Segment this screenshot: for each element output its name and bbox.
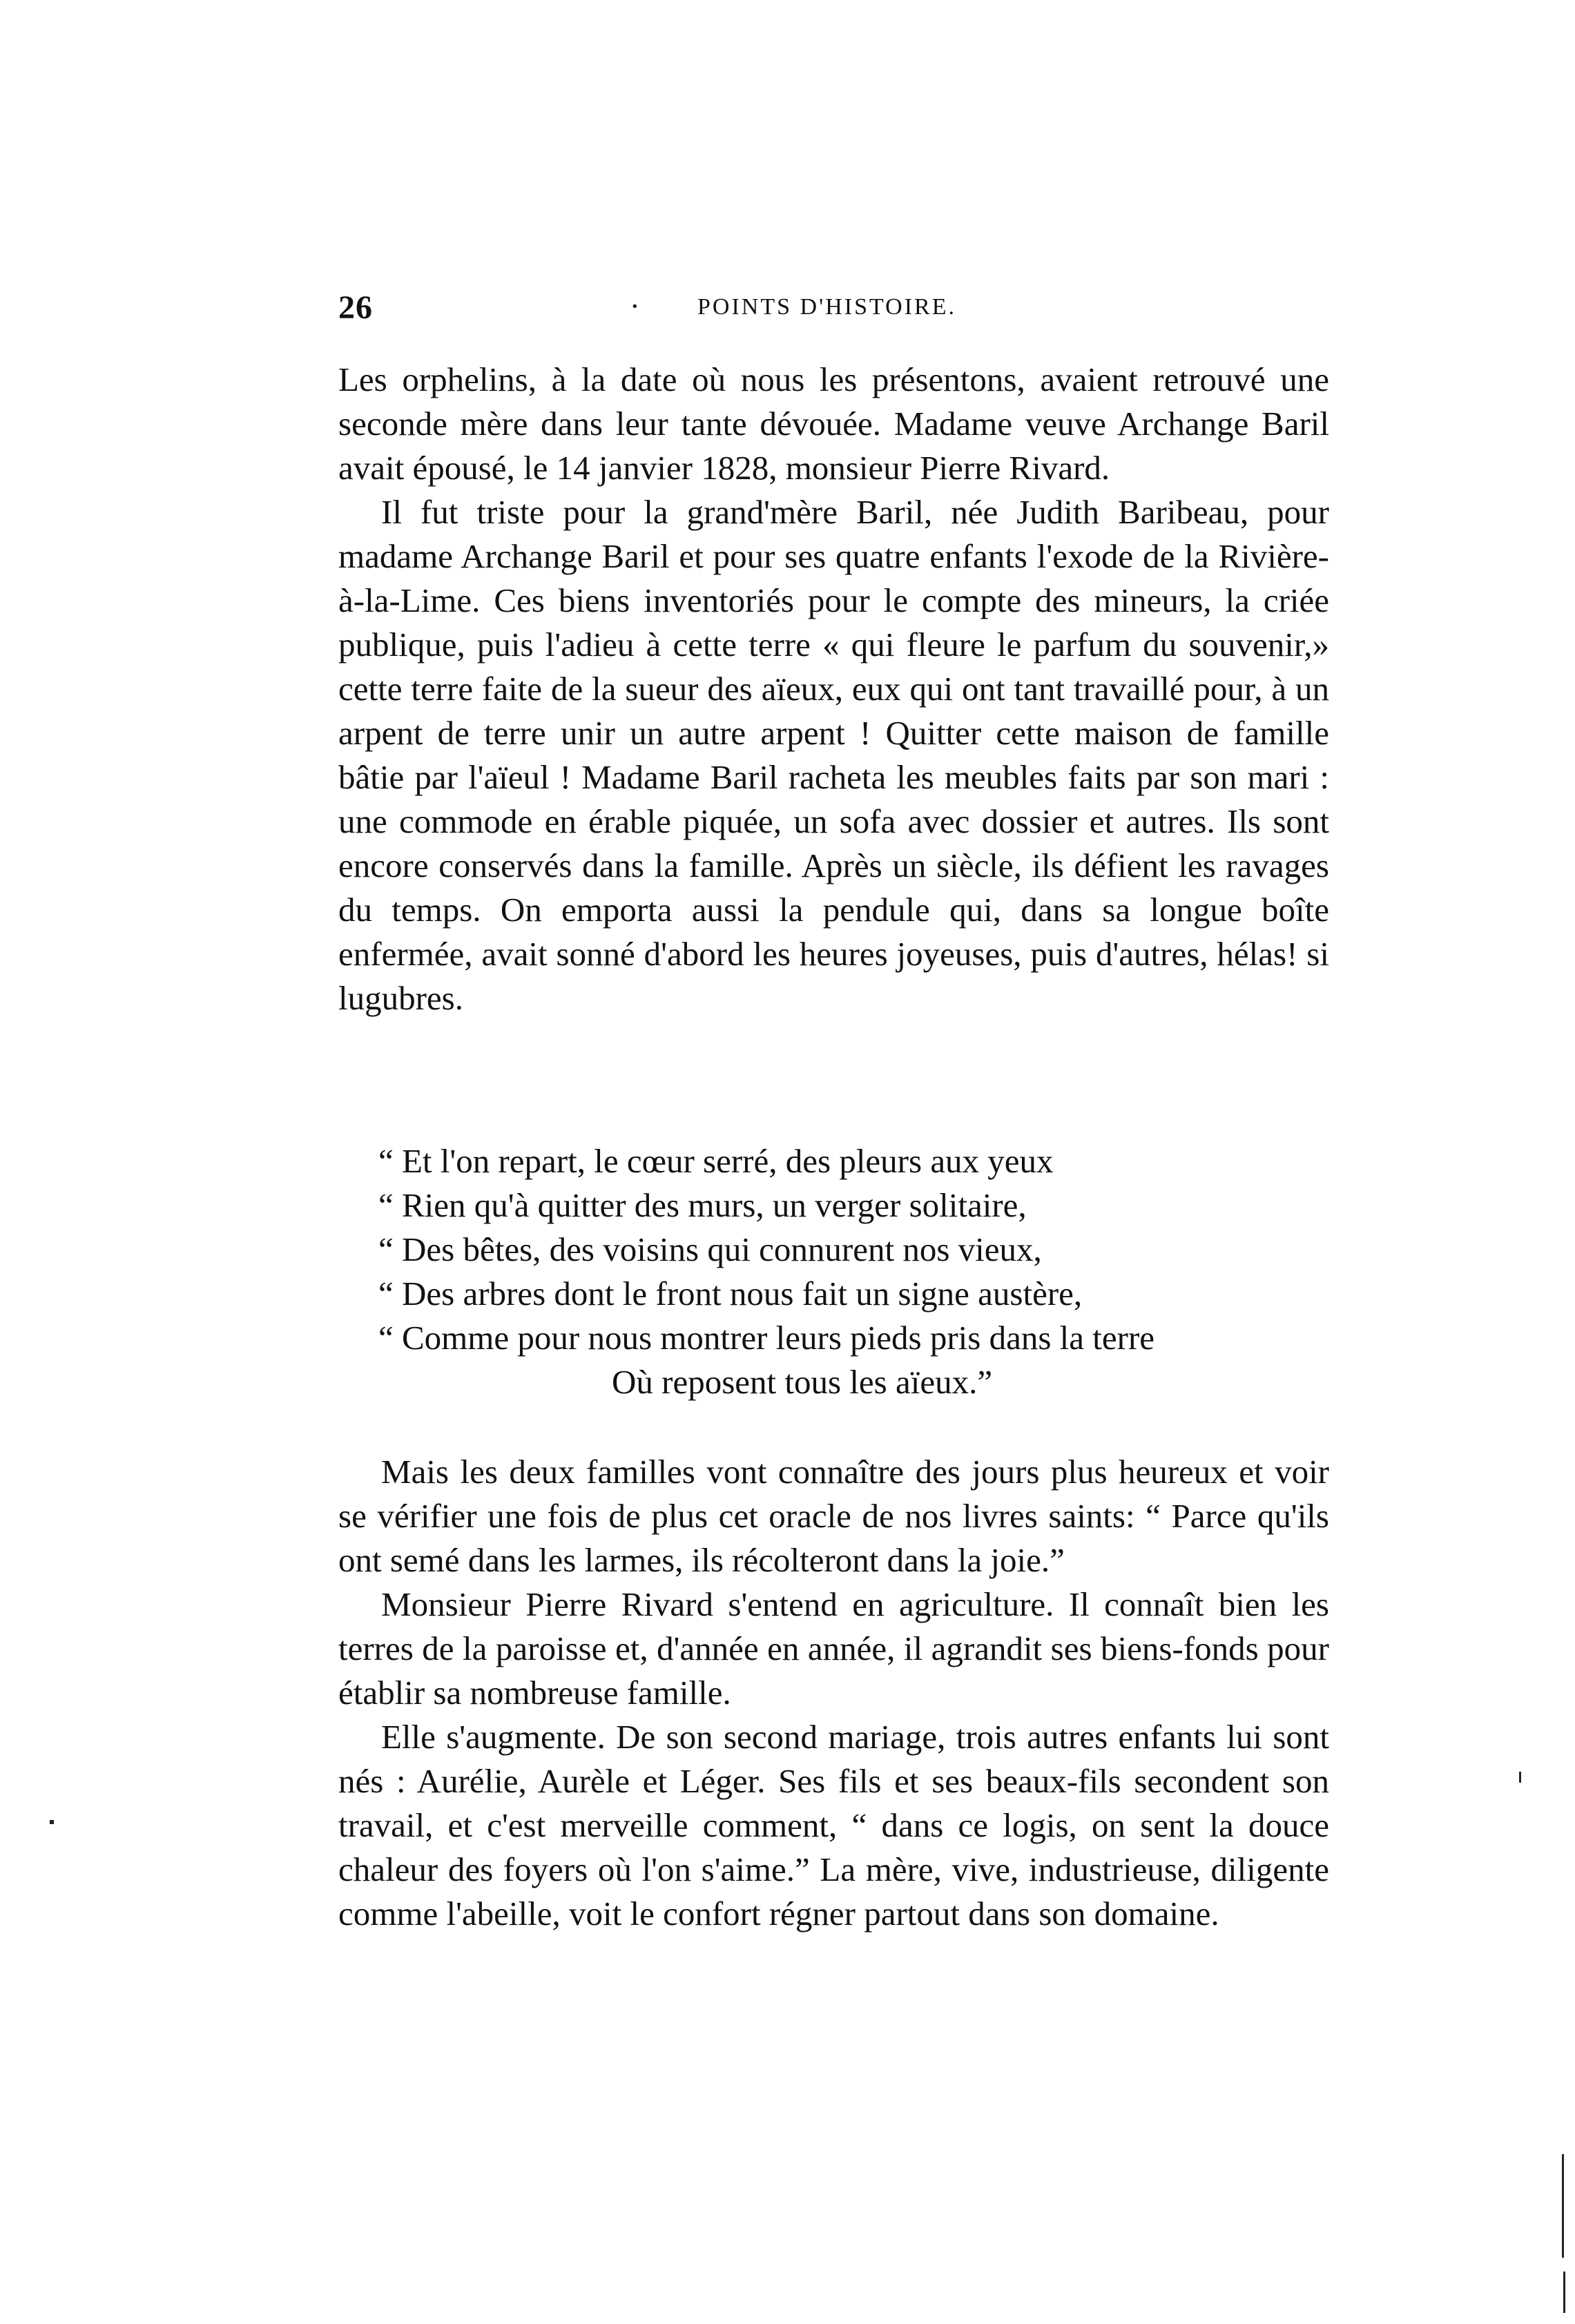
poem-verse: Où reposent tous les aïeux.” — [612, 1363, 993, 1401]
poem-verse: “ Des bêtes, des voisins qui connurent nos vieux, — [378, 1230, 1042, 1268]
scan-speck — [50, 1820, 54, 1824]
running-head: POINTS D'HISTOIRE. — [697, 294, 956, 320]
scan-speck — [1519, 1772, 1521, 1783]
poem-verse: “ Et l'on repart, le cœur serré, des pleurs aux yeux — [378, 1142, 1054, 1180]
page-number: 26 — [338, 289, 373, 326]
poem-verse: “ Des arbres dont le front nous fait un signe austère, — [378, 1275, 1083, 1313]
paragraph: Mais les deux familles vont connaître des jours plus heureux et voir se vérifier une fois de plus cet oracle de nos livres saints: “ Parce qu'ils ont semé dans les larmes, ils récolteront dans la joie.” — [338, 1453, 1329, 1579]
poem-verse: “ Comme pour nous montrer leurs pieds pris dans la terre — [378, 1319, 1155, 1357]
paragraph: Elle s'augmente. De son second mariage, trois autres enfants lui sont nés : Aurélie, Aurèle et Léger. Ses fils et ses beaux-fils secondent son travail, et c'est merveille comment, “ dans ce logis, on sent la douce chaleur des foyers où l'on s'aime.” La mère, vive, industrieuse, diligente comme l'abeille, voit le confort régner partout dans son domaine. — [338, 1718, 1329, 1933]
body-text-top — [338, 358, 1329, 1020]
page-header — [338, 289, 1328, 330]
scan-margin-mark — [1562, 2154, 1564, 2258]
body-text-bottom — [338, 1450, 1329, 1936]
paragraph: Monsieur Pierre Rivard s'entend en agriculture. Il connaît bien les terres de la paroisse et, d'année en année, il agrandit ses biens-fonds pour établir sa nombreuse famille. — [338, 1585, 1329, 1712]
scan-margin-mark — [1563, 2272, 1565, 2313]
paragraph: Les orphelins, à la date où nous les présentons, avaient retrouvé une seconde mère dans leur tante dévouée. Madame veuve Archange Baril avait épousé, le 14 janvier 1828, monsieur Pierre Rivard. — [338, 360, 1329, 487]
header-dot: · — [630, 289, 640, 323]
paragraph: Il fut triste pour la grand'mère Baril, née Judith Baribeau, pour madame Archange Baril et pour ses quatre enfants l'exode de la Rivière-à-la-Lime. Ces biens inventoriés pour le compte des mineurs, la criée publique, puis l'adieu à cette terre « qui fleure le parfum du souvenir,» cette terre faite de la sueur des aïeux, eux qui ont tant travaillé pour, à un arpent de terre unir un autre arpent ! Quitter cette maison de famille bâtie par l'aïeul ! Madame Baril racheta les meubles faits par son mari : une commode en érable piquée, un sofa avec dossier et autres. Ils sont encore conservés dans la famille. Après un siècle, ils défient les ravages du temps. On emporta aussi la pendule qui, dans sa longue boîte enfermée, avait sonné d'abord les heures joyeuses, puis d'autres, hélas! si lugubres. — [338, 493, 1329, 1017]
poem-verse: “ Rien qu'à quitter des murs, un verger solitaire, — [378, 1186, 1027, 1224]
poem-quotation — [378, 1139, 1317, 1404]
